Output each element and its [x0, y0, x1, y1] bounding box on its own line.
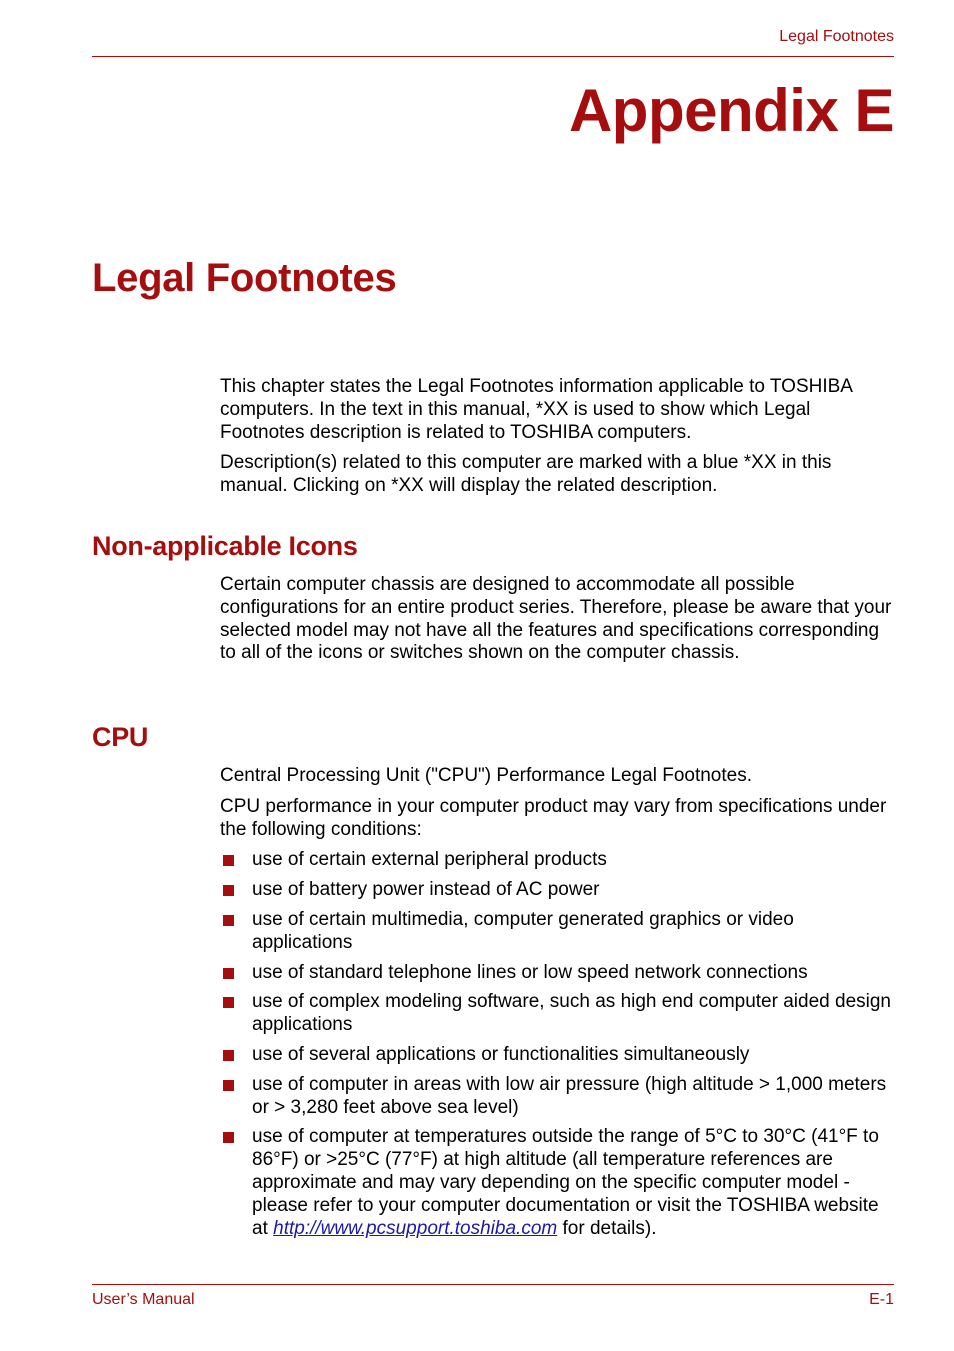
square-bullet-icon	[223, 1050, 234, 1061]
square-bullet-icon	[223, 1080, 234, 1091]
header-rule	[92, 56, 894, 57]
list-item-text: use of certain external peripheral products	[252, 849, 607, 871]
square-bullet-icon	[223, 997, 234, 1008]
non-applicable-section	[220, 574, 896, 673]
cpu-paragraph-2: CPU performance in your computer product may vary from specifications under the following conditions:	[220, 795, 887, 840]
cpu-conditions-list	[220, 849, 896, 1240]
chapter-title: Legal Footnotes	[92, 256, 397, 300]
section-heading-cpu: CPU	[92, 722, 149, 752]
list-item-text-before-link: use of computer at temperatures outside the range of 5°C to 30°C (41°F to 86°F) or >25°C (77°F) at high altitude (all temperature references are approximate and may vary depending on the specific computer model - please refer to your computer documentation or visit the TOSHIBA website at	[252, 1126, 879, 1239]
list-item-text: use of certain multimedia, computer generated graphics or video applications	[252, 908, 794, 953]
list-item-text: use of standard telephone lines or low speed network connections	[252, 961, 808, 983]
toshiba-support-link[interactable]: http://www.pcsupport.toshiba.com	[273, 1217, 558, 1239]
footer-manual-title: User’s Manual	[92, 1291, 195, 1308]
list-item-text: use of computer in areas with low air pressure (high altitude > 1,000 meters or > 3,280 feet above sea level)	[252, 1073, 887, 1118]
intro-paragraph-2: Description(s) related to this computer are marked with a blue *XX in this manual. Clicking on *XX will display the related description.	[220, 452, 832, 497]
square-bullet-icon	[223, 885, 234, 896]
list-item	[220, 991, 896, 1037]
section-heading-non-applicable-icons: Non-applicable Icons	[92, 531, 358, 561]
list-item	[220, 909, 896, 955]
page-number: E-1	[869, 1291, 894, 1308]
square-bullet-icon	[223, 968, 234, 979]
square-bullet-icon	[223, 1132, 234, 1143]
appendix-title: Appendix E	[568, 77, 894, 144]
cpu-paragraph-1: Central Processing Unit ("CPU") Performance Legal Footnotes.	[220, 765, 752, 786]
square-bullet-icon	[223, 915, 234, 926]
intro-paragraph-1: This chapter states the Legal Footnotes information applicable to TOSHIBA computers. In the text in this manual, *XX is used to show which Legal Footnotes description is related to TOSHIBA computers.	[220, 376, 852, 443]
non-applicable-paragraph: Certain computer chassis are designed to accommodate all possible configurations for an entire product series. Therefore, please be aware that your selected model may not have all the features and specifications corresponding to all of the icons or switches shown on the computer chassis.	[220, 574, 892, 664]
list-item	[220, 849, 896, 872]
square-bullet-icon	[223, 855, 234, 866]
intro-section	[220, 376, 896, 506]
list-item-text-after-link: for details).	[557, 1217, 657, 1239]
cpu-section	[220, 765, 896, 1247]
list-item	[220, 1074, 896, 1120]
list-item-text: use of battery power instead of AC power	[252, 879, 600, 901]
list-item	[220, 962, 896, 985]
list-item-text: use of several applications or functionalities simultaneously	[252, 1043, 750, 1065]
list-item	[220, 1126, 896, 1240]
footer-rule	[92, 1284, 894, 1285]
list-item	[220, 1044, 896, 1067]
list-item	[220, 879, 896, 902]
running-header: Legal Footnotes	[779, 28, 894, 45]
list-item-text: use of complex modeling software, such as high end computer aided design applications	[252, 991, 891, 1036]
